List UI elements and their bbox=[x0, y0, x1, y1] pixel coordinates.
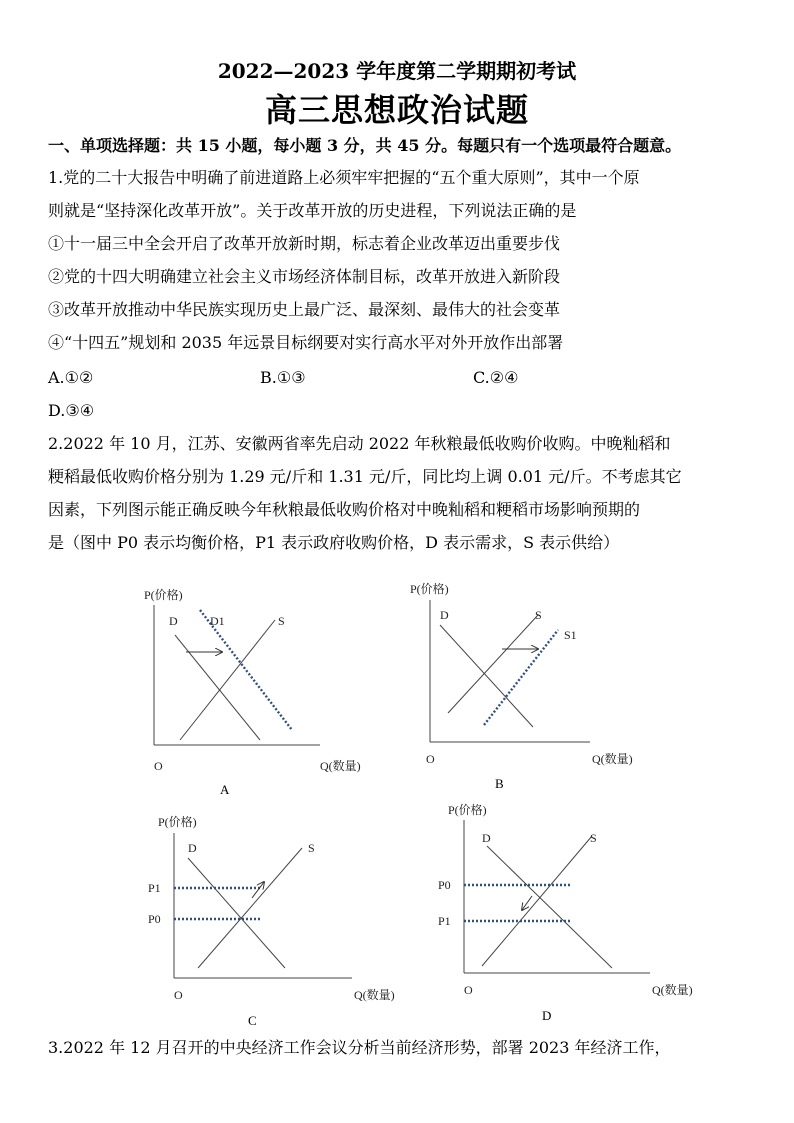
q1-statement-1: ①十一届三中全会开启了改革开放新时期，标志着企业改革迈出重要步伐 bbox=[48, 234, 561, 253]
q1-option-a[interactable]: A.①② bbox=[48, 368, 94, 387]
exam-title: 2022—2023 学年度第二学期期初考试 bbox=[217, 59, 577, 83]
x-axis-label: Q(数量) bbox=[652, 983, 693, 997]
label-d: D bbox=[188, 841, 197, 855]
q1-statement-2: ②党的十四大明确建立社会主义市场经济体制目标，改革开放进入新阶段 bbox=[48, 267, 561, 286]
q3-stem-line1: 3.2022 年 12 月召开的中央经济工作会议分析当前经济形势，部署 2023 年经济工作， bbox=[48, 1038, 671, 1057]
graph-d-caption: D bbox=[542, 1008, 552, 1023]
label-s1: S1 bbox=[564, 628, 577, 642]
label-s: S bbox=[308, 841, 315, 855]
graph-a[interactable] bbox=[120, 575, 380, 805]
demand-curve-d bbox=[487, 846, 612, 968]
move-arrow bbox=[522, 896, 532, 910]
q1-stem-line1: 1.党的二十大报告中明确了前进道路上必须牢牢把握的“五个重大原则”，其中一个原 bbox=[48, 168, 640, 187]
graph-b[interactable] bbox=[398, 575, 658, 805]
q1-statement-3: ③改革开放推动中华民族实现历史上最广泛、最深刻、最伟大的社会变革 bbox=[48, 300, 561, 319]
label-s: S bbox=[590, 831, 597, 845]
move-arrow bbox=[252, 882, 264, 898]
origin-label: O bbox=[174, 988, 183, 1002]
q1-option-d[interactable]: D.③④ bbox=[48, 401, 95, 420]
graph-c-caption: C bbox=[248, 1013, 257, 1028]
section-heading: 一、单项选择题：共 15 小题，每小题 3 分，共 45 分。每题只有一个选项最符合题意。 bbox=[48, 136, 682, 155]
graph-b-caption: B bbox=[495, 776, 504, 791]
y-axis-label: P(价格) bbox=[448, 803, 487, 817]
q2-stem-line2: 粳稻最低收购价格分别为 1.29 元/斤和 1.31 元/斤，同比均上调 0.01 元/斤。不考虑其它 bbox=[48, 467, 682, 486]
q1-option-c[interactable]: C.②④ bbox=[473, 368, 519, 387]
graph-c[interactable] bbox=[140, 808, 410, 1038]
label-d: D bbox=[169, 614, 178, 628]
label-s: S bbox=[278, 614, 285, 628]
origin-label: O bbox=[426, 752, 435, 766]
supply-curve-s1 bbox=[484, 630, 558, 725]
demand-curve-d bbox=[188, 858, 285, 968]
q2-stem-line1: 2.2022 年 10 月，江苏、安徽两省率先启动 2022 年秋粮最低收购价收购。中晚籼稻和 bbox=[48, 434, 671, 453]
q1-statement-4: ④“十四五”规划和 2035 年远景目标纲要对实行高水平对外开放作出部署 bbox=[48, 333, 564, 352]
supply-curve-s bbox=[448, 615, 538, 713]
label-d: D bbox=[482, 831, 491, 845]
y-axis-label: P(价格) bbox=[158, 815, 197, 829]
label-p0: P0 bbox=[148, 912, 161, 926]
graph-a-caption: A bbox=[220, 782, 230, 797]
q2-stem-line3: 因素，下列图示能正确反映今年秋粮最低收购价格对中晚籼稻和粳稻市场影响预期的 bbox=[48, 500, 641, 519]
q2-stem-line4: 是（图中 P0 表示均衡价格，P1 表示政府收购价格，D 表示需求，S 表示供给） bbox=[48, 533, 620, 552]
origin-label: O bbox=[464, 983, 473, 997]
graph-d[interactable] bbox=[432, 798, 722, 1028]
x-axis-label: Q(数量) bbox=[320, 759, 361, 773]
origin-label: O bbox=[154, 759, 163, 773]
supply-curve-s bbox=[198, 848, 302, 968]
label-d: D bbox=[440, 608, 449, 622]
q1-stem-line2: 则就是“坚持深化改革开放”。关于改革开放的历史进程，下列说法正确的是 bbox=[48, 201, 577, 220]
label-p1: P1 bbox=[148, 881, 161, 895]
supply-curve-s bbox=[180, 620, 275, 740]
q1-option-b[interactable]: B.①③ bbox=[260, 368, 306, 387]
label-d1: D1 bbox=[210, 614, 225, 628]
y-axis-label: P(价格) bbox=[144, 588, 183, 602]
label-p1: P1 bbox=[438, 914, 451, 928]
label-s: S bbox=[535, 608, 542, 622]
subject-title: 高三思想政治试题 bbox=[264, 91, 529, 129]
demand-curve-d1 bbox=[200, 610, 292, 730]
demand-curve-d bbox=[175, 635, 260, 740]
demand-curve-d bbox=[440, 625, 533, 727]
x-axis-label: Q(数量) bbox=[354, 988, 395, 1002]
label-p0: P0 bbox=[438, 878, 451, 892]
x-axis-label: Q(数量) bbox=[592, 752, 633, 766]
y-axis-label: P(价格) bbox=[410, 582, 449, 596]
supply-curve-s bbox=[482, 836, 592, 966]
